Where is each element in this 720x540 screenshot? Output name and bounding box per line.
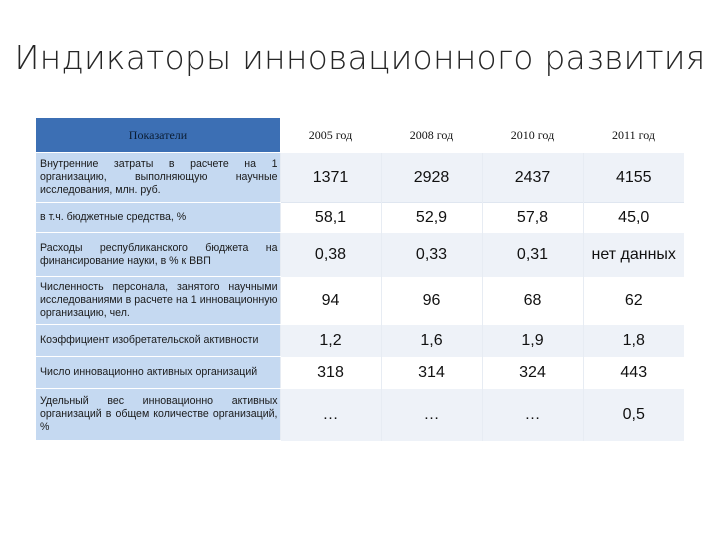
cell-value: 443 <box>583 357 684 389</box>
cell-value: 57,8 <box>482 203 583 233</box>
cell-value: 0,31 <box>482 233 583 277</box>
cell-value: 62 <box>583 277 684 325</box>
cell-value: 0,33 <box>381 233 482 277</box>
row-label: в т.ч. бюджетные средства, % <box>36 203 280 233</box>
table-row <box>36 325 684 357</box>
row-label: Коэффициент изобретательской активности <box>36 325 280 357</box>
row-label: Удельный вес инновационно активных организаций в общем количестве организаций, % <box>36 389 280 441</box>
row-label: Численность персонала, занятого научными исследованиями в расчете на 1 инновационную организацию, чел. <box>36 277 280 325</box>
cell-value: 58,1 <box>280 203 381 233</box>
row-label: Число инновационно активных организаций <box>36 357 280 389</box>
cell-value: 4155 <box>583 153 684 203</box>
cell-value: 96 <box>381 277 482 325</box>
table-row <box>36 277 684 325</box>
cell-value: 94 <box>280 277 381 325</box>
cell-value: 68 <box>482 277 583 325</box>
cell-value: 314 <box>381 357 482 389</box>
cell-value: … <box>280 389 381 441</box>
header-2010: 2010 год <box>482 118 583 153</box>
indicators-table <box>36 118 684 441</box>
header-2008: 2008 год <box>381 118 482 153</box>
cell-value: 0,38 <box>280 233 381 277</box>
row-label: Внутренние затраты в расчете на 1 организацию, выполняющую научные исследования, млн. руб. <box>36 153 280 203</box>
cell-value: 1,8 <box>583 325 684 357</box>
cell-value: 1,9 <box>482 325 583 357</box>
table-row <box>36 203 684 233</box>
header-row <box>36 118 684 153</box>
cell-value: 2928 <box>381 153 482 203</box>
table-row <box>36 389 684 441</box>
row-label: Расходы республиканского бюджета на финансирование науки, в % к ВВП <box>36 233 280 277</box>
cell-value: 318 <box>280 357 381 389</box>
cell-value: … <box>381 389 482 441</box>
cell-value: 1371 <box>280 153 381 203</box>
cell-value: 1,2 <box>280 325 381 357</box>
header-2011: 2011 год <box>583 118 684 153</box>
cell-value: нет данных <box>583 233 684 277</box>
cell-value: 45,0 <box>583 203 684 233</box>
header-2005: 2005 год <box>280 118 381 153</box>
slide-title: Индикаторы инновационного развития <box>14 38 706 77</box>
cell-value: 2437 <box>482 153 583 203</box>
cell-value: 1,6 <box>381 325 482 357</box>
header-indicators: Показатели <box>36 118 280 153</box>
cell-value: 0,5 <box>583 389 684 441</box>
table-row <box>36 153 684 203</box>
cell-value: … <box>482 389 583 441</box>
table-row <box>36 357 684 389</box>
cell-value: 324 <box>482 357 583 389</box>
cell-value: 52,9 <box>381 203 482 233</box>
table-row <box>36 233 684 277</box>
